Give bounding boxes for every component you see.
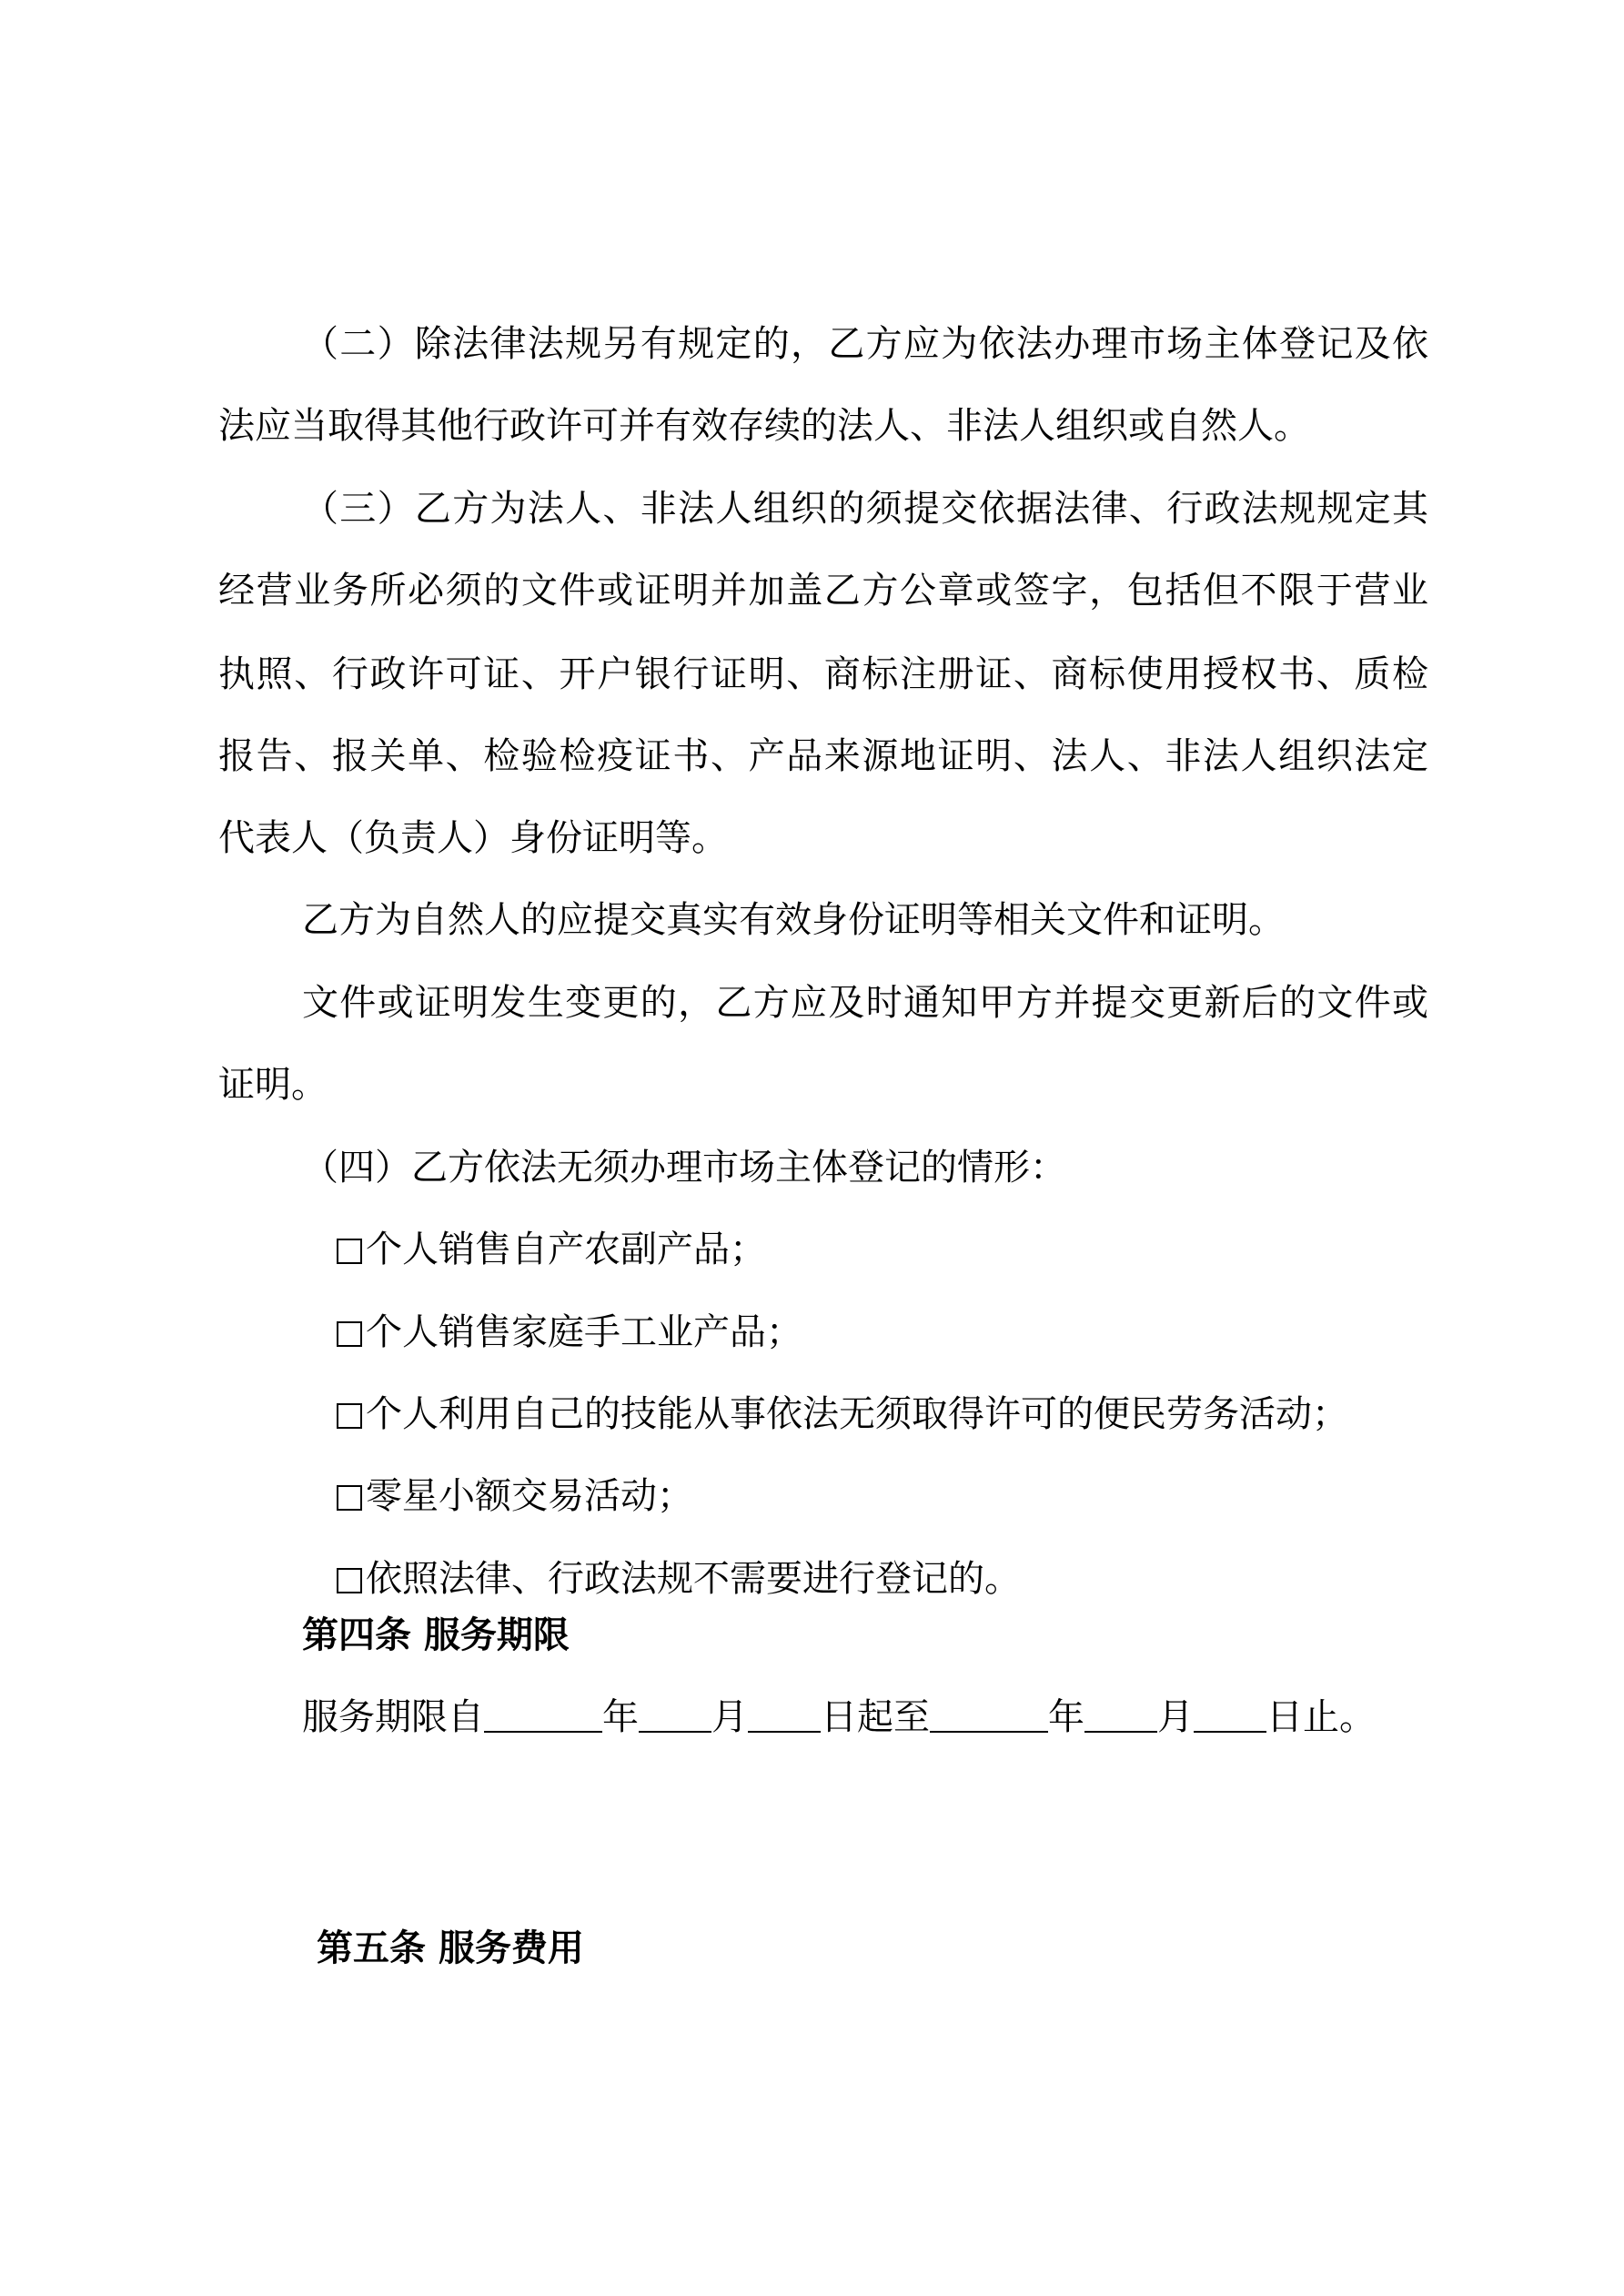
start-day-blank[interactable] <box>748 1698 821 1733</box>
year-label: 年 <box>1048 1696 1084 1738</box>
paragraph-item-3-line-2: 经营业务所必须的文件或证明并加盖乙方公章或签字，包括但不限于营业 <box>218 570 1428 612</box>
paragraph-change-notice-line-1: 文件或证明发生变更的，乙方应及时通知甲方并提交更新后的文件或 <box>302 982 1428 1024</box>
start-month-blank[interactable] <box>639 1698 711 1733</box>
end-month-blank[interactable] <box>1084 1698 1157 1733</box>
checkbox-option-label: 依照法律、行政法规不需要进行登记的。 <box>366 1558 1021 1600</box>
paragraph-item-3-line-3: 执照、行政许可证、开户银行证明、商标注册证、商标使用授权书、质检 <box>218 653 1428 695</box>
checkbox-option-label: 个人销售家庭手工业产品； <box>366 1311 802 1353</box>
end-day-blank[interactable] <box>1194 1698 1266 1733</box>
month-label: 月 <box>711 1696 748 1738</box>
checkbox-option-5[interactable] <box>337 1557 1021 1601</box>
checkbox-option-2[interactable] <box>337 1310 802 1354</box>
paragraph-item-4-heading: （四）乙方依法无须办理市场主体登记的情形： <box>302 1147 1066 1188</box>
service-term-prefix: 服务期限自 <box>302 1696 484 1738</box>
checkbox-icon[interactable] <box>337 1485 362 1511</box>
end-year-blank[interactable] <box>930 1698 1048 1733</box>
clause-5-title: 第五条 服务费用 <box>317 1927 584 1969</box>
paragraph-natural-person: 乙方为自然人的应提交真实有效身份证明等相关文件和证明。 <box>302 899 1285 941</box>
paragraph-item-2-line-2: 法应当取得其他行政许可并有效存续的法人、非法人组织或自然人。 <box>218 405 1310 447</box>
month-label: 月 <box>1157 1696 1194 1738</box>
checkbox-icon[interactable] <box>337 1321 362 1347</box>
service-term-line <box>302 1695 1376 1739</box>
checkbox-option-3[interactable] <box>337 1392 1348 1436</box>
paragraph-item-3-line-4: 报告、报关单、检验检疫证书、产品来源地证明、法人、非法人组织法定 <box>218 735 1428 777</box>
clause-4-title: 第四条 服务期限 <box>302 1613 570 1656</box>
paragraph-item-3-line-5: 代表人（负责人）身份证明等。 <box>218 817 728 859</box>
start-year-blank[interactable] <box>484 1698 602 1733</box>
checkbox-icon[interactable] <box>337 1239 362 1264</box>
paragraph-change-notice-line-2: 证明。 <box>218 1064 328 1106</box>
checkbox-option-label: 个人销售自产农副产品； <box>366 1229 766 1270</box>
checkbox-option-1[interactable] <box>337 1228 766 1271</box>
year-label: 年 <box>602 1696 639 1738</box>
paragraph-item-2-line-1: （二）除法律法规另有规定的，乙方应为依法办理市场主体登记及依 <box>302 323 1428 365</box>
day-start-label: 日起至 <box>821 1696 930 1738</box>
paragraph-item-3-line-1: （三）乙方为法人、非法人组织的须提交依据法律、行政法规规定其 <box>302 488 1428 530</box>
checkbox-icon[interactable] <box>337 1568 362 1593</box>
checkbox-option-label: 个人利用自己的技能从事依法无须取得许可的便民劳务活动； <box>366 1393 1348 1435</box>
day-end-label: 日止。 <box>1266 1696 1376 1738</box>
checkbox-option-label: 零星小额交易活动； <box>366 1475 693 1517</box>
checkbox-icon[interactable] <box>337 1403 362 1429</box>
checkbox-option-4[interactable] <box>337 1474 693 1518</box>
